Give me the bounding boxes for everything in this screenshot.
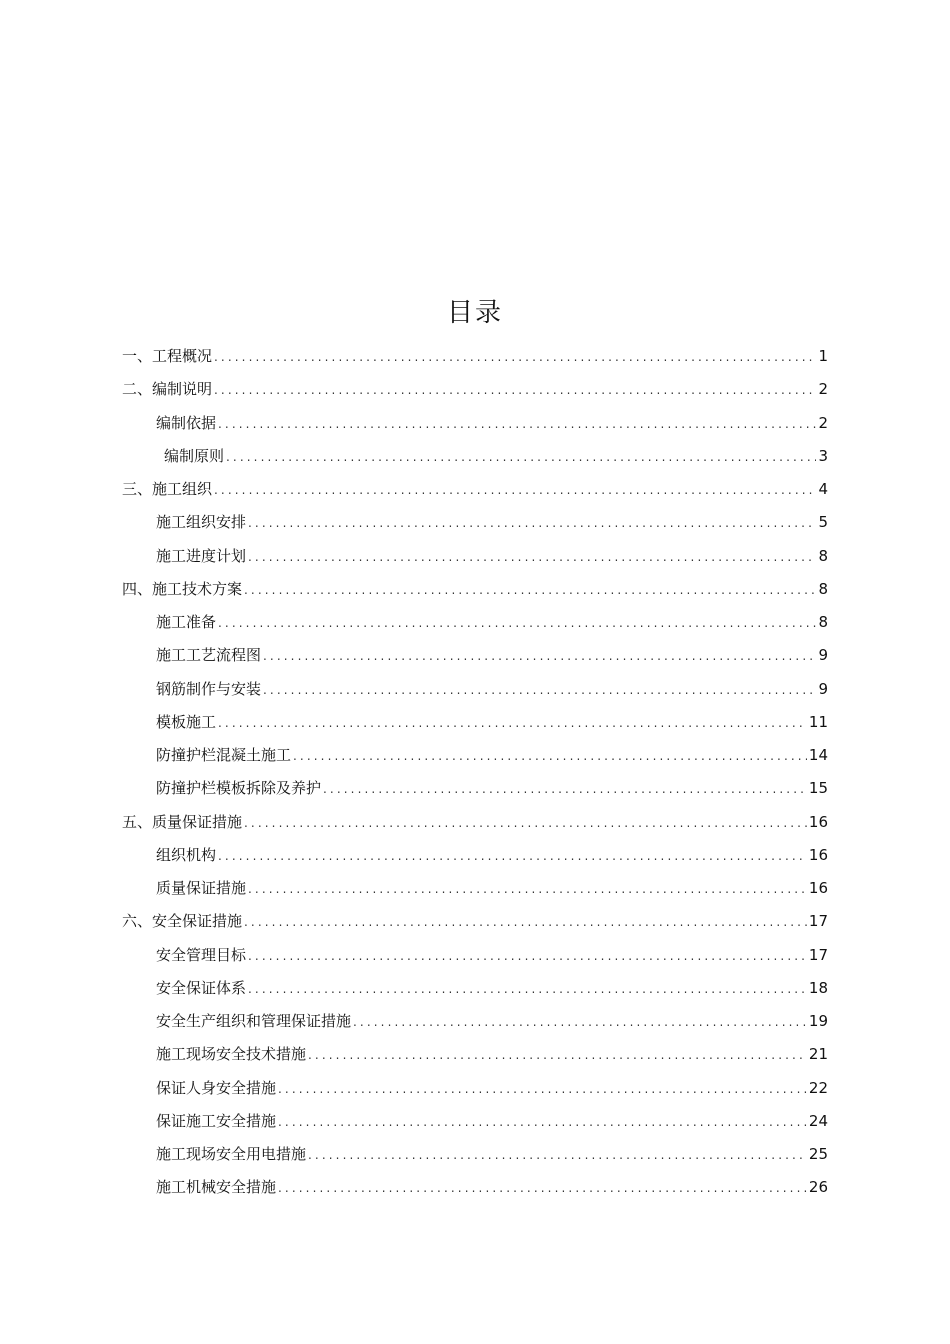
toc-entry-page-number: 26: [808, 1178, 828, 1197]
toc-entry-label: 质量保证措施: [156, 879, 247, 897]
toc-entry-label: 防撞护栏混凝土施工: [156, 746, 292, 764]
toc-entry-page-number: 8: [818, 546, 828, 565]
toc-entry[interactable]: [0, 905, 950, 938]
toc-entry-page-number: 9: [818, 646, 828, 665]
toc-dot-leader: [263, 640, 816, 673]
toc-entry-page-number: 16: [808, 812, 828, 831]
toc-entry-label: 保证人身安全措施: [156, 1078, 277, 1097]
toc-entry-page-number: 17: [808, 945, 828, 964]
toc-dot-leader: [248, 940, 807, 973]
toc-entry-page-number: 8: [818, 613, 828, 631]
toc-dot-leader: [218, 408, 816, 441]
toc-entry[interactable]: [0, 706, 950, 739]
toc-entry-page-number: 15: [808, 779, 828, 798]
toc-entry-label: 五、质量保证措施: [122, 812, 243, 831]
toc-entry[interactable]: [0, 806, 950, 839]
toc-entry[interactable]: [0, 573, 950, 606]
toc-entry-label: 二、编制说明: [122, 380, 213, 399]
toc-entry[interactable]: [0, 340, 950, 373]
toc-entry-label: 组织机构: [156, 845, 217, 864]
toc-entry-label: 保证施工安全措施: [156, 1111, 277, 1130]
toc-entry[interactable]: [0, 839, 950, 872]
toc-entry-page-number: 2: [818, 380, 828, 399]
toc-dot-leader: [218, 707, 807, 740]
toc-dot-leader: [214, 474, 816, 507]
toc-entry-label: 施工准备: [156, 613, 217, 631]
toc-entry-label: 三、施工组织: [122, 480, 213, 498]
toc-dot-leader: [248, 873, 807, 906]
toc-entry-page-number: 11: [808, 712, 828, 731]
toc-dot-leader: [214, 374, 816, 407]
toc-dot-leader: [278, 1073, 807, 1106]
toc-dot-leader: [293, 740, 807, 773]
toc-entry[interactable]: [0, 772, 950, 805]
toc-entry-label: 编制依据: [156, 413, 217, 432]
toc-dot-leader: [218, 607, 816, 640]
toc-dot-leader: [244, 574, 816, 607]
toc-entry[interactable]: [0, 939, 950, 972]
toc-dot-leader: [278, 1106, 807, 1139]
toc-entry-label: 防撞护栏模板拆除及养护: [156, 779, 322, 798]
toc-entry-label: 施工工艺流程图: [156, 646, 262, 665]
toc-entry-page-number: 16: [808, 845, 828, 864]
toc-entry-page-number: 22: [808, 1078, 828, 1097]
toc-dot-leader: [278, 1172, 807, 1205]
toc-dot-leader: [248, 973, 807, 1006]
toc-entry-label: 施工机械安全措施: [156, 1178, 277, 1197]
toc-entry-page-number: 25: [808, 1145, 828, 1163]
toc-entry[interactable]: [0, 1072, 950, 1105]
toc-entry[interactable]: [0, 373, 950, 406]
toc-dot-leader: [248, 541, 816, 574]
toc-entry[interactable]: [0, 606, 950, 639]
toc-entry-page-number: 21: [808, 1045, 828, 1064]
toc-dot-leader: [263, 674, 816, 707]
toc-entry-label: 施工组织安排: [156, 513, 247, 532]
toc-dot-leader: [218, 840, 807, 873]
toc-entry-label: 钢筋制作与安装: [156, 679, 262, 698]
toc-entry-label: 安全保证体系: [156, 978, 247, 997]
toc-entry[interactable]: [0, 1038, 950, 1071]
toc-title: 目录: [446, 298, 503, 328]
toc-dot-leader: [244, 807, 807, 840]
toc-entry-page-number: 16: [808, 879, 828, 897]
toc-entry-label: 施工现场安全用电措施: [156, 1145, 307, 1163]
toc-dot-leader: [214, 341, 816, 374]
toc-entry[interactable]: [0, 739, 950, 772]
toc-entry-page-number: 9: [818, 679, 828, 698]
toc-entry-label: 模板施工: [156, 712, 217, 731]
toc-entry-label: 施工现场安全技术措施: [156, 1045, 307, 1064]
toc-dot-leader: [226, 441, 816, 474]
toc-entry-label: 施工进度计划: [156, 546, 247, 565]
toc-entry-label: 安全生产组织和管理保证措施: [156, 1012, 352, 1030]
toc-entry[interactable]: [0, 639, 950, 672]
toc-entry-page-number: 17: [808, 912, 828, 931]
toc-entry[interactable]: [0, 473, 950, 506]
toc-entry-label: 安全管理目标: [156, 945, 247, 964]
toc-entry[interactable]: [0, 407, 950, 440]
toc-entry-page-number: 24: [808, 1111, 828, 1130]
toc-entry[interactable]: [0, 1105, 950, 1138]
toc-dot-leader: [308, 1139, 807, 1172]
toc-entry-page-number: 14: [808, 746, 828, 764]
toc-entry-page-number: 19: [808, 1012, 828, 1030]
toc-entry[interactable]: [0, 872, 950, 905]
toc-entry[interactable]: [0, 506, 950, 539]
toc-entry[interactable]: [0, 972, 950, 1005]
toc-entry-label: 一、工程概况: [122, 347, 213, 365]
toc-entry-page-number: 1: [818, 347, 828, 365]
toc-entry-page-number: 5: [818, 513, 828, 532]
toc-entry-page-number: 8: [818, 579, 828, 598]
toc-entry-label: 编制原则: [164, 446, 225, 465]
toc-entry-page-number: 2: [818, 413, 828, 432]
toc-entry[interactable]: [0, 1005, 950, 1038]
toc-entry[interactable]: [0, 1171, 950, 1204]
toc-entry-page-number: 4: [818, 480, 828, 498]
toc-entry-label: 四、施工技术方案: [122, 579, 243, 598]
toc-entry-page-number: 3: [818, 446, 828, 465]
toc-dot-leader: [323, 773, 807, 806]
toc-entry[interactable]: [0, 1138, 950, 1171]
toc-dot-leader: [308, 1039, 807, 1072]
toc-entry[interactable]: [0, 440, 950, 473]
toc-entry[interactable]: [0, 540, 950, 573]
toc-entry-page-number: 18: [808, 978, 828, 997]
toc-dot-leader: [244, 906, 807, 939]
toc-entry[interactable]: [0, 673, 950, 706]
toc-entry-label: 六、安全保证措施: [122, 912, 243, 931]
toc-dot-leader: [248, 507, 816, 540]
toc-dot-leader: [353, 1006, 807, 1039]
